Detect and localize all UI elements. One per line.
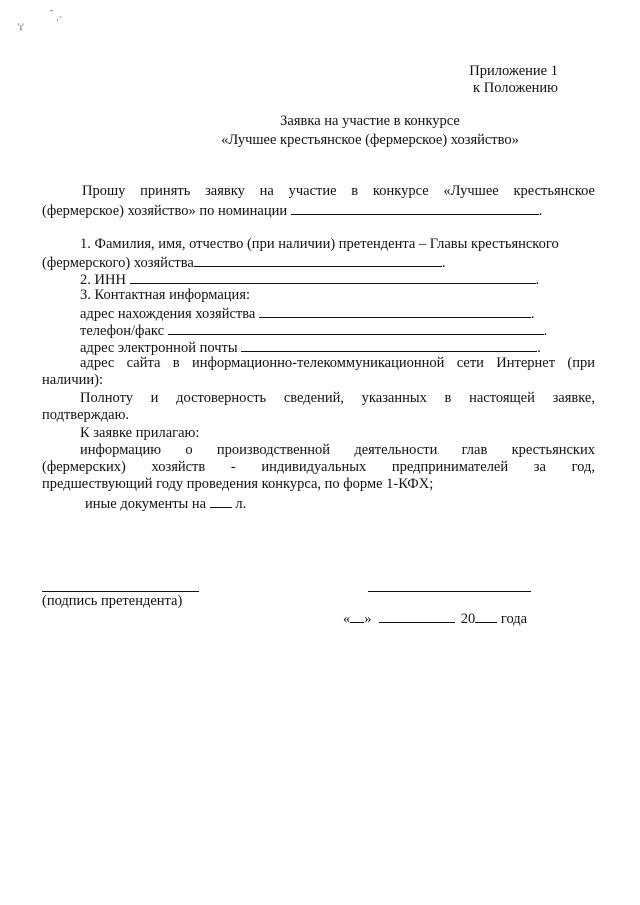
- attachment-info-line: (фермерских) хозяйств - индивидуальных предпринимателей за год,: [42, 459, 595, 475]
- signature-line[interactable]: [42, 591, 199, 592]
- email-label: адрес электронной почты: [80, 340, 238, 356]
- title-line: Заявка на участие в конкурсе: [280, 113, 460, 129]
- other-docs-label: иные документы на: [85, 496, 207, 512]
- scan-artifact: ·´: [56, 15, 62, 25]
- pages-unit: л.: [235, 496, 247, 512]
- appendix-note: [469, 63, 558, 97]
- confirmation-line-cont: подтверждаю.: [42, 407, 130, 423]
- month-field[interactable]: [379, 609, 455, 623]
- contact-heading: 3. Контактная информация:: [80, 287, 251, 303]
- website-line: адрес сайта в информационно-телекоммуникационной сети Интернет (при: [80, 355, 595, 371]
- name-decipher-line[interactable]: [368, 591, 531, 592]
- year-prefix: 20: [460, 611, 476, 627]
- period: .: [538, 203, 543, 219]
- date-line: [343, 609, 527, 628]
- title-line: «Лучшее крестьянское (фермерское) хозяйство»: [221, 132, 519, 148]
- scan-artifact: 'ı': [18, 22, 24, 32]
- period: .: [535, 272, 540, 288]
- email-field[interactable]: [241, 338, 537, 352]
- document-title: [0, 112, 640, 150]
- item1-label: (фермерского) хозяйства: [42, 255, 194, 271]
- year-word: года: [500, 611, 528, 627]
- other-docs-line: [85, 494, 246, 513]
- request-nomination-label: (фермерское) хозяйство» по номинации: [42, 203, 288, 219]
- request-nomination-line: [42, 201, 542, 220]
- date-quote-open: «: [343, 611, 351, 627]
- period: .: [441, 255, 446, 271]
- item1-line: 1. Фамилия, имя, отчество (при наличии) претендента – Главы крестьянского: [80, 236, 559, 252]
- appendix-line: Приложение 1: [469, 63, 558, 79]
- period: .: [530, 306, 535, 322]
- inn-label: 2. ИНН: [80, 272, 126, 288]
- head-name-field[interactable]: [194, 253, 442, 267]
- address-label: адрес нахождения хозяйства: [80, 306, 256, 322]
- nomination-field[interactable]: [291, 201, 539, 215]
- request-line: Прошу принять заявку на участие в конкурсе «Лучшее крестьянское: [82, 183, 595, 199]
- confirmation-line: Полноту и достоверность сведений, указанных в настоящей заявке,: [80, 390, 595, 406]
- date-quote-close: »: [364, 611, 372, 627]
- appendix-line: к Положению: [473, 80, 558, 96]
- period: .: [537, 340, 541, 356]
- phone-label: телефон/факс: [80, 323, 165, 339]
- pages-count-field[interactable]: [210, 494, 232, 508]
- attachment-info-line: предшествующий году проведения конкурса, по форме 1-КФХ;: [42, 476, 434, 492]
- inn-field[interactable]: [130, 270, 536, 284]
- attachment-info-line: информацию о производственной деятельности глав крестьянских: [80, 442, 595, 458]
- scan-artifact: -: [50, 5, 53, 15]
- attachments-heading: К заявке прилагаю:: [80, 425, 200, 441]
- address-field[interactable]: [259, 304, 531, 318]
- signature-caption: (подпись претендента): [42, 593, 183, 609]
- website-line-cont: наличии):: [42, 372, 103, 388]
- period: .: [543, 323, 548, 339]
- year-field[interactable]: [475, 609, 497, 623]
- day-field[interactable]: [350, 609, 364, 623]
- phone-field[interactable]: [168, 321, 544, 335]
